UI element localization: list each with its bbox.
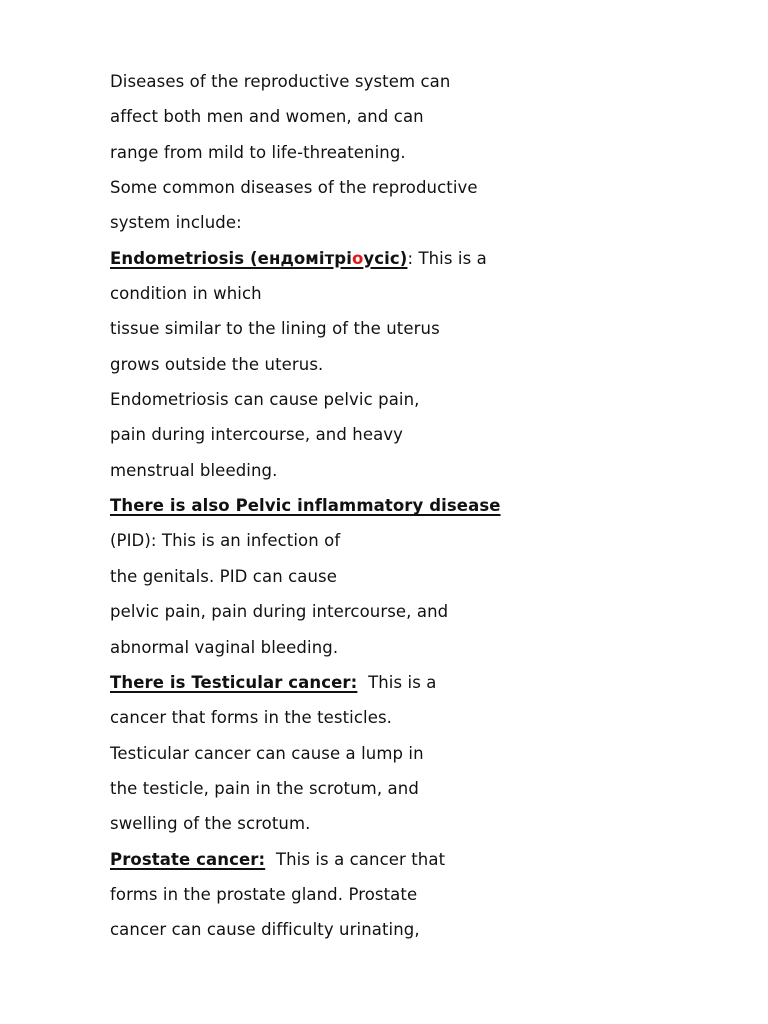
heading-pid: There is also Pelvic inflammatory disease [110,496,501,516]
body-text-line: (PID): This is an infection of [110,531,341,551]
body-text-line: the genitals. PID can cause [110,566,337,586]
body-text-line: forms in the prostate gland. Prostate [110,884,418,904]
document-body [110,64,710,948]
body-text-line: cancer that forms in the testicles. [110,708,392,728]
heading-tail-text: : This is a [407,248,487,268]
body-text-line: Testicular cancer can cause a lump in [110,743,424,763]
heading-testicular-cancer: There is Testicular cancer: [110,672,358,692]
section-heading-line [110,665,710,700]
body-text-line: abnormal vaginal bleeding. [110,637,339,657]
body-text-line: grows outside the uterus. [110,354,324,374]
body-text-line: condition in which [110,284,262,304]
body-text-line: range from mild to life-threatening. [110,142,406,162]
body-text-line: cancer can cause difficulty urinating, [110,920,420,940]
body-text-line: swelling of the scrotum. [110,814,311,834]
heading-endometriosis: Endometriosis (ендомітріоусіс) [110,248,408,268]
body-text-line: Some common diseases of the reproductive [110,178,478,198]
body-text-line: Endometriosis can cause pelvic pain, [110,390,420,410]
body-text-line: the testicle, pain in the scrotum, and [110,778,419,798]
highlighted-letter: о [351,248,364,268]
section-heading-line [110,488,710,523]
body-text-line: system include: [110,213,242,233]
body-text-line: menstrual bleeding. [110,460,278,480]
heading-tail-text: This is a cancer that [265,849,446,869]
body-text-line: affect both men and women, and can [110,107,424,127]
section-heading-line [110,241,710,276]
heading-tail-text: This is a [357,672,437,692]
body-text-line: pelvic pain, pain during intercourse, and [110,602,449,622]
heading-prostate-cancer: Prostate cancer: [110,849,266,869]
body-text-line: tissue similar to the lining of the uterus [110,319,440,339]
section-heading-line [110,842,710,877]
body-text-line: pain during intercourse, and heavy [110,425,404,445]
body-text-line: Diseases of the reproductive system can [110,72,451,91]
